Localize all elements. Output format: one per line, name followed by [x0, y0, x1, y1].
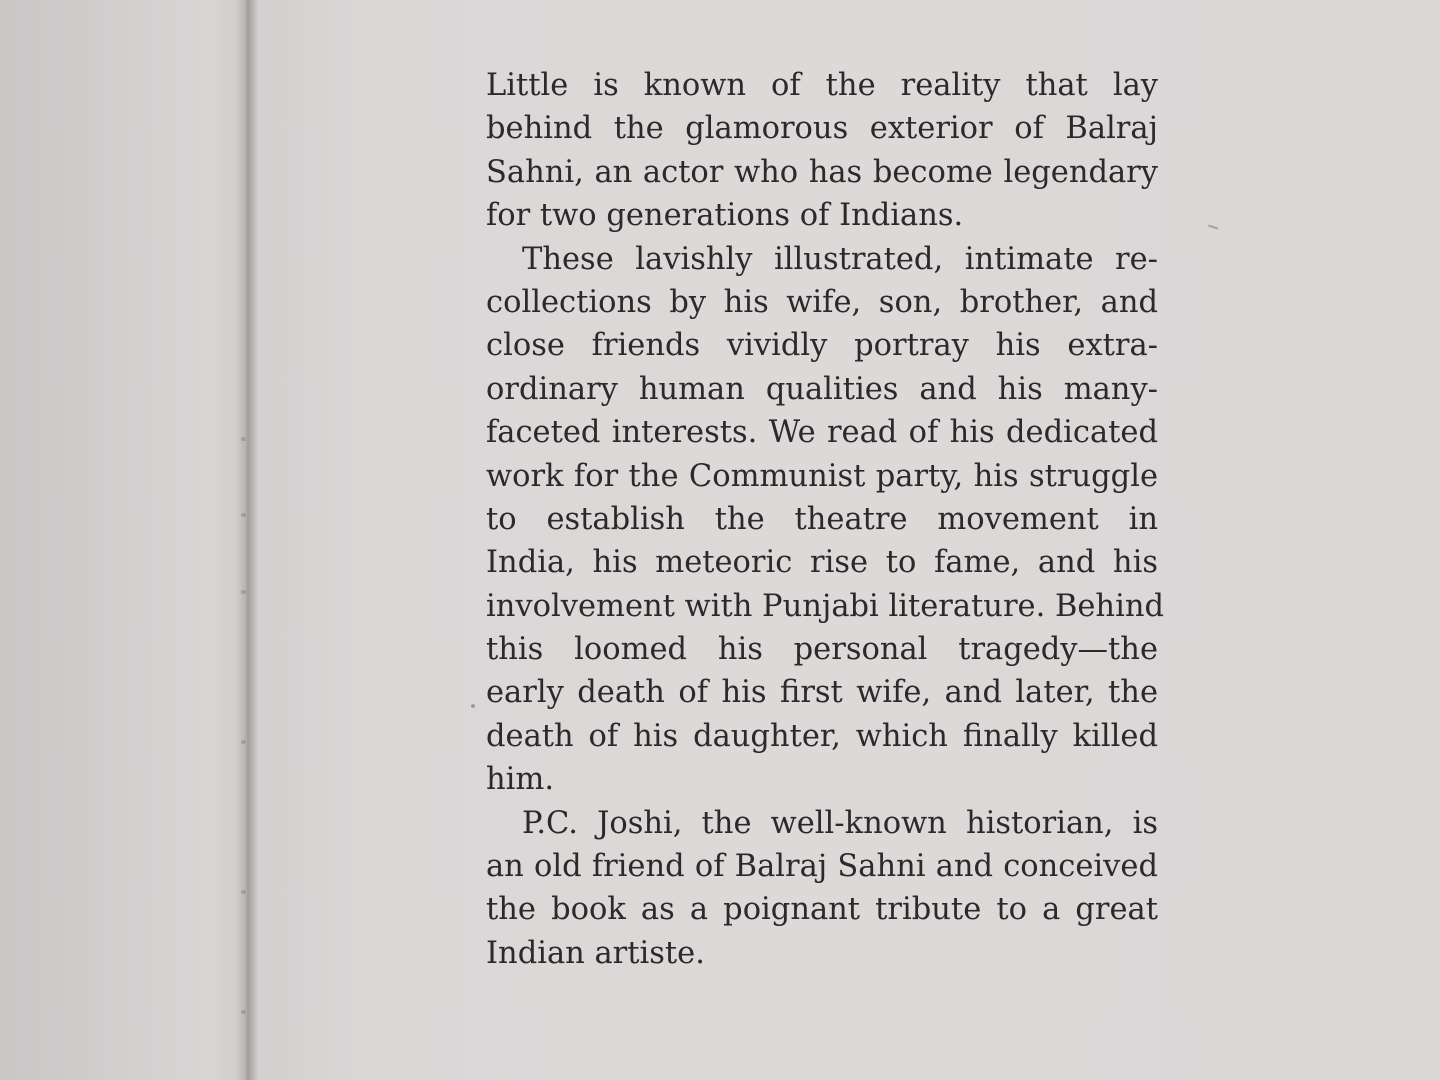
text-line: P.C. Joshi, the well-known historian, is — [522, 805, 1158, 841]
blurb-text — [486, 64, 1164, 975]
paragraph-3 — [486, 802, 1158, 976]
paragraph-1 — [486, 64, 1158, 238]
paragraph-2 — [486, 238, 1164, 802]
text-line: work for the Communist party, his struggle — [486, 458, 1158, 494]
text-line: for two generations of Indians. — [486, 198, 964, 234]
text-line: an old friend of Balraj Sahni and conceived — [486, 849, 1158, 885]
binding-stitch — [241, 437, 246, 441]
text-line: this loomed his personal tragedy—the — [486, 632, 1158, 668]
text-line: These lavishly illustrated, intimate re- — [522, 241, 1158, 277]
ink-speck — [471, 704, 475, 708]
text-line: him. — [486, 762, 555, 798]
binding-stitch — [241, 890, 246, 894]
text-line: to establish the theatre movement in — [486, 501, 1158, 537]
text-line: Little is known of the reality that lay — [486, 68, 1158, 103]
binding-stitch — [241, 1010, 246, 1014]
text-line: early death of his first wife, and later, the — [486, 675, 1158, 711]
binding-stitch — [241, 740, 246, 744]
text-line: Indian artiste. — [486, 935, 705, 971]
text-line: close friends vividly portray his extra- — [486, 328, 1158, 364]
text-line: involvement with Punjabi literature. Behind — [486, 588, 1164, 624]
text-line: behind the glamorous exterior of Balraj — [486, 111, 1158, 147]
text-line: faceted interests. We read of his dedicated — [486, 415, 1158, 451]
text-line: collections by his wife, son, brother, and — [486, 284, 1158, 320]
text-line: ordinary human qualities and his many- — [486, 371, 1158, 407]
text-line: India, his meteoric rise to fame, and his — [486, 545, 1158, 581]
text-line: Sahni, an actor who has become legendary — [486, 154, 1158, 190]
binding-stitch — [241, 590, 246, 594]
text-line: the book as a poignant tribute to a great — [486, 892, 1158, 928]
book-gutter — [236, 0, 258, 1080]
text-line: death of his daughter, which finally killed — [486, 718, 1158, 754]
left-page — [0, 0, 248, 1080]
binding-stitch — [241, 513, 246, 517]
